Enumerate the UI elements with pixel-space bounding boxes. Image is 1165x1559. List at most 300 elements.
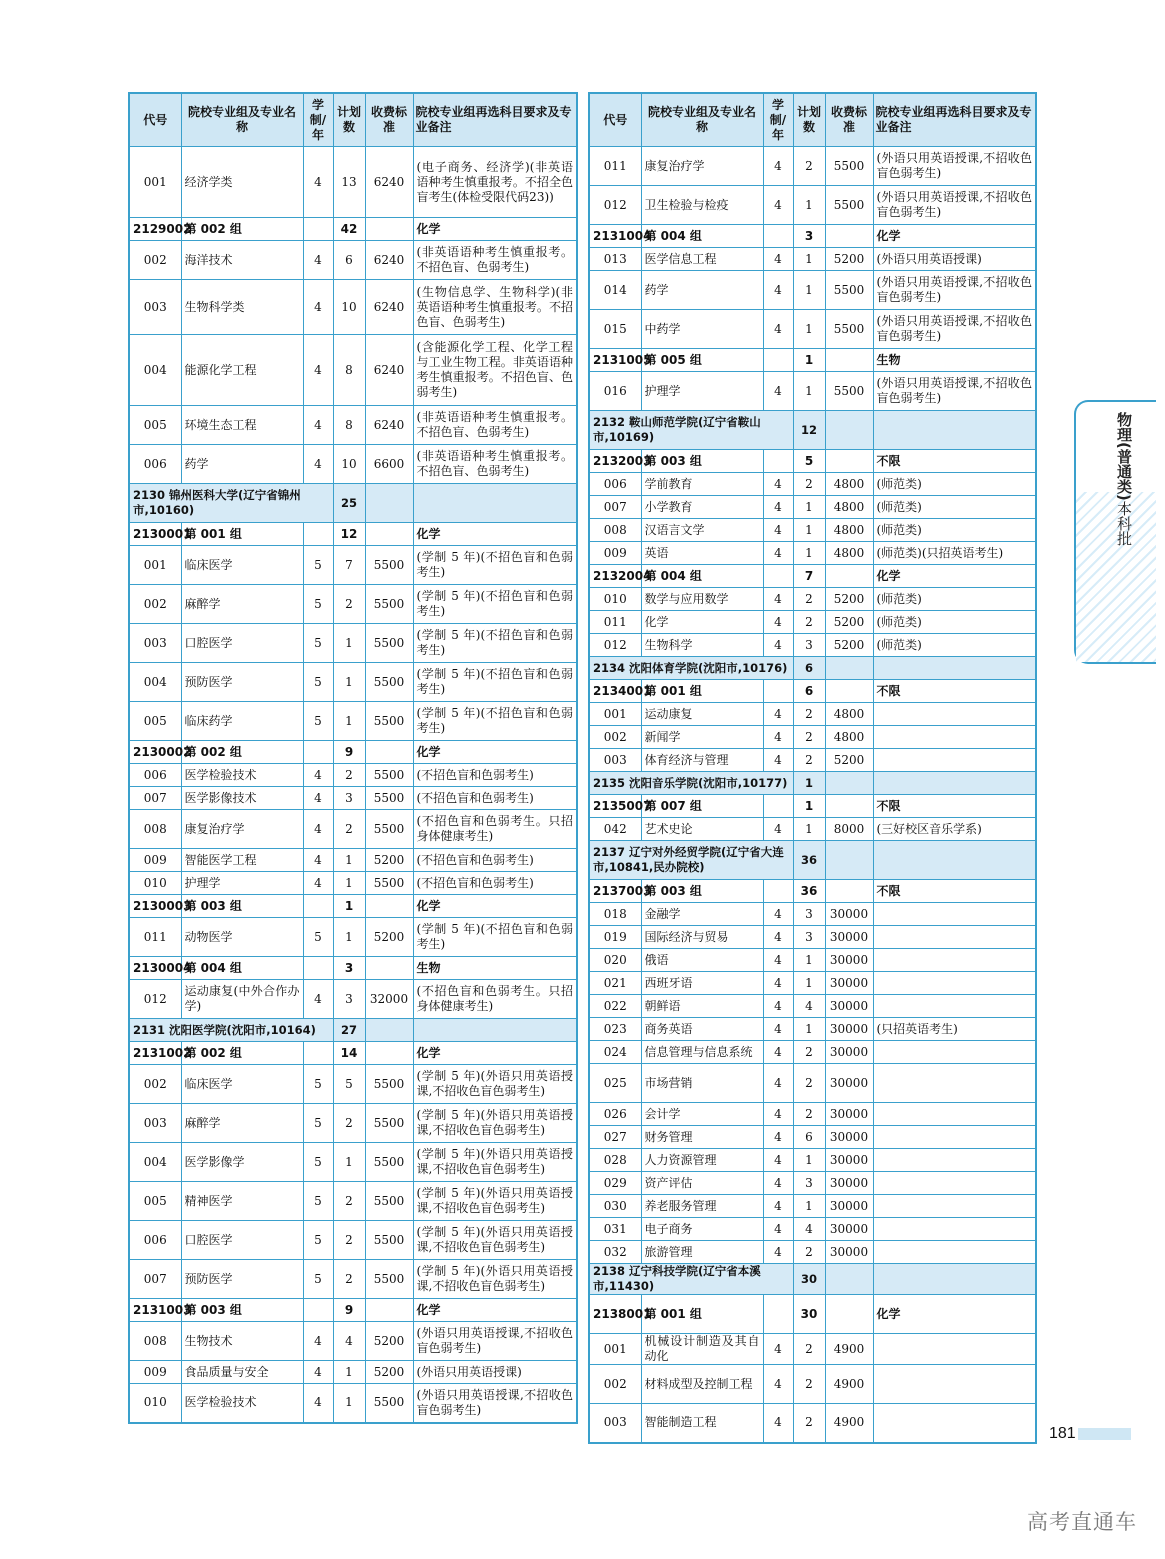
major-code: 002 xyxy=(589,726,641,749)
major-fee: 5500 xyxy=(365,1182,413,1221)
major-code: 003 xyxy=(129,1104,181,1143)
major-name: 医学信息工程 xyxy=(641,248,763,271)
major-years: 4 xyxy=(763,310,793,349)
group-row xyxy=(129,895,577,918)
major-note xyxy=(873,1365,1036,1404)
major-plan: 3 xyxy=(793,1172,825,1195)
major-fee: 8000 xyxy=(825,818,873,841)
major-note: (师范类) xyxy=(873,634,1036,657)
major-plan: 1 xyxy=(333,918,365,957)
major-name: 临床医学 xyxy=(181,546,303,585)
major-years: 4 xyxy=(763,1365,793,1404)
major-name: 金融学 xyxy=(641,903,763,926)
group-subject: 不限 xyxy=(873,795,1036,818)
major-name: 西班牙语 xyxy=(641,972,763,995)
major-fee: 6240 xyxy=(365,241,413,280)
major-plan: 2 xyxy=(793,1334,825,1365)
header-name: 院校专业组及专业名称 xyxy=(641,93,763,147)
group-fee xyxy=(365,218,413,241)
major-row xyxy=(589,1172,1036,1195)
major-code: 011 xyxy=(589,611,641,634)
major-fee: 4800 xyxy=(825,519,873,542)
major-row xyxy=(129,980,577,1019)
major-years: 4 xyxy=(303,872,333,895)
major-years: 4 xyxy=(763,818,793,841)
group-code: 2134001 xyxy=(589,680,641,703)
header-fee: 收费标准 xyxy=(825,93,873,147)
group-plan: 1 xyxy=(793,795,825,818)
major-years: 4 xyxy=(763,473,793,496)
major-plan: 6 xyxy=(333,241,365,280)
college-row xyxy=(129,1019,577,1042)
major-name: 生物科学 xyxy=(641,634,763,657)
group-name: 第 001 组 xyxy=(641,1295,763,1334)
major-plan: 2 xyxy=(793,1041,825,1064)
major-fee: 5200 xyxy=(825,634,873,657)
major-years: 4 xyxy=(763,1041,793,1064)
major-fee: 5200 xyxy=(825,749,873,772)
major-fee: 30000 xyxy=(825,995,873,1018)
major-row xyxy=(589,1041,1036,1064)
major-row xyxy=(129,1182,577,1221)
major-fee: 4800 xyxy=(825,726,873,749)
major-fee: 5500 xyxy=(365,764,413,787)
college-name: 2134 沈阳体育学院(沈阳市,10176) xyxy=(589,657,793,680)
major-note: (师范类)(只招英语考生) xyxy=(873,542,1036,565)
major-name: 智能医学工程 xyxy=(181,849,303,872)
major-fee: 4800 xyxy=(825,542,873,565)
college-row xyxy=(129,484,577,523)
major-code: 001 xyxy=(129,147,181,218)
major-years: 4 xyxy=(303,335,333,406)
major-fee: 5500 xyxy=(825,310,873,349)
major-note: (外语只用英语授课,不招收色盲色弱考生) xyxy=(873,147,1036,186)
major-note: (外语只用英语授课,不招收色盲色弱考生) xyxy=(873,186,1036,225)
major-code: 006 xyxy=(589,473,641,496)
major-plan: 3 xyxy=(793,634,825,657)
major-fee: 5200 xyxy=(365,1322,413,1361)
major-name: 市场营销 xyxy=(641,1064,763,1103)
major-fee: 30000 xyxy=(825,903,873,926)
major-name: 预防医学 xyxy=(181,663,303,702)
major-name: 口腔医学 xyxy=(181,1221,303,1260)
major-row xyxy=(589,818,1036,841)
major-code: 016 xyxy=(589,372,641,411)
major-note: (学制 5 年)(外语只用英语授课,不招收色盲色弱考生) xyxy=(413,1143,577,1182)
major-note xyxy=(873,1172,1036,1195)
major-name: 机械设计制造及其自动化 xyxy=(641,1334,763,1365)
major-name: 环境生态工程 xyxy=(181,406,303,445)
major-row xyxy=(129,406,577,445)
major-note: (不招色盲和色弱考生。只招身体健康考生) xyxy=(413,980,577,1019)
major-row xyxy=(589,248,1036,271)
major-fee: 30000 xyxy=(825,1018,873,1041)
college-fee xyxy=(825,657,873,680)
major-row xyxy=(129,764,577,787)
header-years: 学制/年 xyxy=(763,93,793,147)
major-row xyxy=(129,918,577,957)
major-years: 4 xyxy=(763,611,793,634)
group-years xyxy=(303,957,333,980)
major-plan: 4 xyxy=(333,1322,365,1361)
major-row xyxy=(589,1103,1036,1126)
group-fee xyxy=(825,1295,873,1334)
major-plan: 1 xyxy=(793,519,825,542)
group-subject: 化学 xyxy=(413,523,577,546)
major-row xyxy=(129,1065,577,1104)
group-row xyxy=(589,1295,1036,1334)
major-fee: 30000 xyxy=(825,1241,873,1264)
major-code: 028 xyxy=(589,1149,641,1172)
major-years: 4 xyxy=(763,1126,793,1149)
college-note xyxy=(873,1264,1036,1295)
major-name: 俄语 xyxy=(641,949,763,972)
major-code: 004 xyxy=(129,1143,181,1182)
major-plan: 1 xyxy=(333,1384,365,1423)
major-code: 004 xyxy=(129,663,181,702)
major-name: 养老服务管理 xyxy=(641,1195,763,1218)
major-plan: 2 xyxy=(333,1104,365,1143)
header-fee: 收费标准 xyxy=(365,93,413,147)
right-admission-table xyxy=(588,92,1037,1444)
major-note xyxy=(873,1241,1036,1264)
major-row xyxy=(129,1143,577,1182)
major-code: 003 xyxy=(589,749,641,772)
major-plan: 2 xyxy=(793,1064,825,1103)
group-fee xyxy=(825,680,873,703)
major-name: 新闻学 xyxy=(641,726,763,749)
major-note: (师范类) xyxy=(873,588,1036,611)
major-plan: 1 xyxy=(793,1018,825,1041)
group-row xyxy=(129,957,577,980)
major-note xyxy=(873,1334,1036,1365)
major-years: 4 xyxy=(763,949,793,972)
major-note: (不招色盲和色弱考生) xyxy=(413,764,577,787)
group-years xyxy=(763,680,793,703)
major-note: (学制 5 年)(不招色盲和色弱考生) xyxy=(413,702,577,741)
major-fee: 5500 xyxy=(825,186,873,225)
major-plan: 2 xyxy=(793,611,825,634)
college-name: 2137 辽宁对外经贸学院(辽宁省大连市,10841,民办院校) xyxy=(589,841,793,880)
major-code: 003 xyxy=(129,624,181,663)
group-years xyxy=(763,225,793,248)
major-plan: 1 xyxy=(793,972,825,995)
major-note: (外语只用英语授课,不招收色盲色弱考生) xyxy=(873,271,1036,310)
major-note xyxy=(873,1218,1036,1241)
major-note xyxy=(873,972,1036,995)
major-years: 4 xyxy=(763,749,793,772)
major-fee: 30000 xyxy=(825,1218,873,1241)
college-name: 2135 沈阳音乐学院(沈阳市,10177) xyxy=(589,772,793,795)
major-fee: 5500 xyxy=(365,702,413,741)
major-name: 朝鲜语 xyxy=(641,995,763,1018)
major-plan: 1 xyxy=(793,248,825,271)
group-row xyxy=(129,218,577,241)
college-plan: 36 xyxy=(793,841,825,880)
major-note: (外语只用英语授课,不招收色盲色弱考生) xyxy=(413,1384,577,1423)
major-code: 032 xyxy=(589,1241,641,1264)
major-row xyxy=(589,749,1036,772)
major-note: (师范类) xyxy=(873,519,1036,542)
major-code: 031 xyxy=(589,1218,641,1241)
major-years: 4 xyxy=(303,241,333,280)
major-plan: 10 xyxy=(333,445,365,484)
group-row xyxy=(589,225,1036,248)
major-fee: 6240 xyxy=(365,280,413,335)
major-note xyxy=(873,1064,1036,1103)
major-name: 临床医学 xyxy=(181,1065,303,1104)
major-fee: 6240 xyxy=(365,147,413,218)
major-note: (只招英语考生) xyxy=(873,1018,1036,1041)
college-name: 2132 鞍山师范学院(辽宁省鞍山市,10169) xyxy=(589,411,793,450)
major-code: 002 xyxy=(129,241,181,280)
group-plan: 12 xyxy=(333,523,365,546)
major-note: (学制 5 年)(不招色盲和色弱考生) xyxy=(413,918,577,957)
major-row xyxy=(129,1260,577,1299)
group-row xyxy=(129,1299,577,1322)
major-fee: 5200 xyxy=(365,1361,413,1384)
table-header-row xyxy=(129,93,577,147)
major-fee: 5200 xyxy=(825,611,873,634)
major-row xyxy=(589,496,1036,519)
major-name: 药学 xyxy=(641,271,763,310)
college-plan: 12 xyxy=(793,411,825,450)
group-code: 2130004 xyxy=(129,957,181,980)
major-code: 027 xyxy=(589,1126,641,1149)
group-name: 第 001 组 xyxy=(641,680,763,703)
major-row xyxy=(589,1334,1036,1365)
major-fee: 5500 xyxy=(365,1221,413,1260)
major-name: 生物科学类 xyxy=(181,280,303,335)
major-note: (学制 5 年)(不招色盲和色弱考生) xyxy=(413,624,577,663)
major-plan: 1 xyxy=(793,496,825,519)
major-row xyxy=(129,624,577,663)
major-plan: 2 xyxy=(333,1260,365,1299)
major-plan: 3 xyxy=(793,926,825,949)
major-code: 020 xyxy=(589,949,641,972)
major-plan: 2 xyxy=(333,764,365,787)
major-plan: 1 xyxy=(333,1361,365,1384)
major-plan: 3 xyxy=(793,903,825,926)
major-code: 008 xyxy=(129,810,181,849)
major-note: (外语只用英语授课) xyxy=(873,248,1036,271)
major-fee: 5500 xyxy=(825,372,873,411)
major-plan: 1 xyxy=(793,949,825,972)
group-fee xyxy=(365,523,413,546)
major-row xyxy=(589,995,1036,1018)
major-plan: 1 xyxy=(793,372,825,411)
major-name: 康复治疗学 xyxy=(181,810,303,849)
major-row xyxy=(129,147,577,218)
category-side-tab xyxy=(1074,400,1156,664)
group-row xyxy=(589,565,1036,588)
major-fee: 6240 xyxy=(365,406,413,445)
major-code: 012 xyxy=(589,186,641,225)
major-code: 001 xyxy=(589,703,641,726)
major-name: 卫生检验与检疫 xyxy=(641,186,763,225)
major-years: 4 xyxy=(763,519,793,542)
major-row xyxy=(129,1104,577,1143)
major-row xyxy=(589,1195,1036,1218)
major-note: (外语只用英语授课) xyxy=(413,1361,577,1384)
major-row xyxy=(129,1221,577,1260)
group-name: 第 003 组 xyxy=(641,450,763,473)
major-code: 002 xyxy=(129,585,181,624)
college-note xyxy=(413,484,577,523)
major-plan: 1 xyxy=(793,542,825,565)
major-code: 002 xyxy=(589,1365,641,1404)
major-plan: 10 xyxy=(333,280,365,335)
major-code: 003 xyxy=(129,280,181,335)
major-fee: 4900 xyxy=(825,1404,873,1443)
major-note: (学制 5 年)(不招色盲和色弱考生) xyxy=(413,546,577,585)
major-years: 4 xyxy=(763,1404,793,1443)
group-fee xyxy=(365,957,413,980)
major-plan: 1 xyxy=(333,624,365,663)
group-plan: 7 xyxy=(793,565,825,588)
major-plan: 2 xyxy=(793,703,825,726)
major-years: 4 xyxy=(763,1195,793,1218)
major-note: (含能源化学工程、化学工程与工业生物工程。非英语语种考生慎重报考。不招色盲、色弱考生) xyxy=(413,335,577,406)
major-fee: 30000 xyxy=(825,1041,873,1064)
group-years xyxy=(763,565,793,588)
tab-category: 物理(普通类) xyxy=(1115,412,1133,501)
major-plan: 1 xyxy=(793,818,825,841)
major-code: 007 xyxy=(129,787,181,810)
major-row xyxy=(129,335,577,406)
group-name: 第 005 组 xyxy=(641,349,763,372)
group-code: 2129002 xyxy=(129,218,181,241)
major-code: 007 xyxy=(589,496,641,519)
major-code: 013 xyxy=(589,248,641,271)
major-note: (学制 5 年)(外语只用英语授课,不招收色盲色弱考生) xyxy=(413,1260,577,1299)
major-note: (不招色盲和色弱考生。只招身体健康考生) xyxy=(413,810,577,849)
group-subject: 化学 xyxy=(413,895,577,918)
college-fee xyxy=(825,1264,873,1295)
group-years xyxy=(303,523,333,546)
major-fee: 4900 xyxy=(825,1365,873,1404)
group-subject: 化学 xyxy=(873,1295,1036,1334)
group-fee xyxy=(365,1042,413,1065)
major-years: 5 xyxy=(303,702,333,741)
major-code: 005 xyxy=(129,702,181,741)
college-note xyxy=(873,411,1036,450)
major-years: 5 xyxy=(303,546,333,585)
major-years: 4 xyxy=(763,995,793,1018)
group-plan: 1 xyxy=(793,349,825,372)
major-fee: 5500 xyxy=(365,663,413,702)
major-note: (非英语语种考生慎重报考。不招色盲、色弱考生) xyxy=(413,241,577,280)
group-name: 第 004 组 xyxy=(181,957,303,980)
major-years: 5 xyxy=(303,624,333,663)
major-years: 4 xyxy=(763,1241,793,1264)
header-code: 代号 xyxy=(129,93,181,147)
college-note xyxy=(873,841,1036,880)
group-years xyxy=(763,880,793,903)
major-years: 4 xyxy=(303,1384,333,1423)
major-note: (电子商务、经济学)(非英语语种考生慎重报考。不招全色盲考生(体检受限代码23)) xyxy=(413,147,577,218)
group-name: 第 003 组 xyxy=(181,895,303,918)
major-years: 4 xyxy=(303,445,333,484)
major-plan: 5 xyxy=(333,1065,365,1104)
major-name: 医学检验技术 xyxy=(181,1384,303,1423)
major-plan: 1 xyxy=(793,186,825,225)
major-row xyxy=(589,147,1036,186)
major-fee: 4900 xyxy=(825,1334,873,1365)
major-note: (师范类) xyxy=(873,473,1036,496)
major-years: 5 xyxy=(303,1065,333,1104)
major-name: 商务英语 xyxy=(641,1018,763,1041)
group-subject: 化学 xyxy=(413,1299,577,1322)
group-subject: 生物 xyxy=(873,349,1036,372)
group-years xyxy=(763,450,793,473)
group-plan: 3 xyxy=(793,225,825,248)
group-code: 2131003 xyxy=(129,1299,181,1322)
major-fee: 5500 xyxy=(365,1143,413,1182)
group-plan: 14 xyxy=(333,1042,365,1065)
college-fee xyxy=(825,772,873,795)
major-fee: 5500 xyxy=(825,271,873,310)
major-row xyxy=(589,1365,1036,1404)
group-fee xyxy=(825,795,873,818)
college-note xyxy=(873,657,1036,680)
major-years: 4 xyxy=(303,980,333,1019)
major-note: (师范类) xyxy=(873,496,1036,519)
major-row xyxy=(129,787,577,810)
major-years: 4 xyxy=(763,1172,793,1195)
major-years: 4 xyxy=(763,972,793,995)
major-note: (学制 5 年)(外语只用英语授课,不招收色盲色弱考生) xyxy=(413,1065,577,1104)
major-plan: 1 xyxy=(333,702,365,741)
major-fee: 5200 xyxy=(825,248,873,271)
major-code: 008 xyxy=(589,519,641,542)
major-plan: 3 xyxy=(333,787,365,810)
major-name: 精神医学 xyxy=(181,1182,303,1221)
major-years: 4 xyxy=(303,787,333,810)
major-code: 015 xyxy=(589,310,641,349)
major-note xyxy=(873,926,1036,949)
major-years: 4 xyxy=(303,849,333,872)
major-code: 006 xyxy=(129,445,181,484)
major-fee: 5500 xyxy=(825,147,873,186)
group-name: 第 003 组 xyxy=(641,880,763,903)
major-plan: 2 xyxy=(793,726,825,749)
major-plan: 2 xyxy=(333,1182,365,1221)
group-subject: 化学 xyxy=(413,741,577,764)
major-note xyxy=(873,1195,1036,1218)
major-name: 信息管理与信息系统 xyxy=(641,1041,763,1064)
major-name: 能源化学工程 xyxy=(181,335,303,406)
major-plan: 4 xyxy=(793,995,825,1018)
major-row xyxy=(129,280,577,335)
major-years: 4 xyxy=(763,588,793,611)
major-name: 临床药学 xyxy=(181,702,303,741)
group-name: 第 002 组 xyxy=(181,741,303,764)
major-row xyxy=(589,903,1036,926)
group-subject: 不限 xyxy=(873,680,1036,703)
major-row xyxy=(589,1149,1036,1172)
major-row xyxy=(589,1218,1036,1241)
major-name: 英语 xyxy=(641,542,763,565)
major-row xyxy=(129,849,577,872)
major-plan: 1 xyxy=(793,271,825,310)
major-years: 4 xyxy=(763,726,793,749)
group-plan: 9 xyxy=(333,1299,365,1322)
group-code: 2135007 xyxy=(589,795,641,818)
major-years: 4 xyxy=(763,147,793,186)
major-code: 004 xyxy=(129,335,181,406)
major-plan: 8 xyxy=(333,406,365,445)
